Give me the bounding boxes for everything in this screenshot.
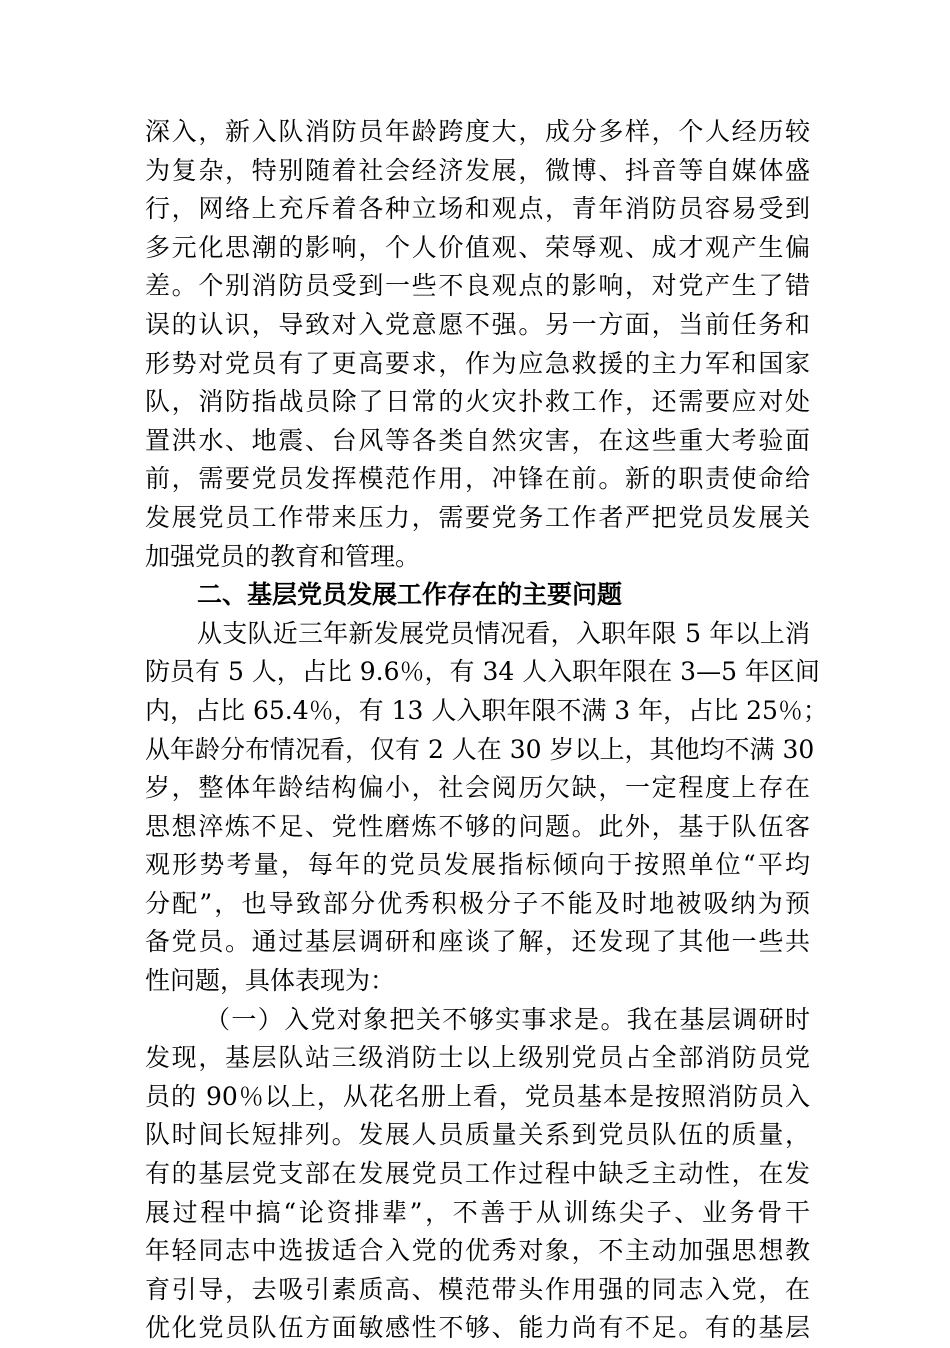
paragraph1-line: 队，消防指战员除了日常的火灾扑救工作，还需要应对处 <box>145 387 810 417</box>
paragraph2-line: 分配”，也导致部分优秀积极分子不能及时地被吸纳为预 <box>145 888 810 918</box>
paragraph3-line: 育引导，去吸引素质高、模范带头作用强的同志入党，在 <box>145 1274 810 1304</box>
paragraph2-line: 内，占比 65.4％，有 13 人入职年限不满 3 年，占比 25％； <box>145 695 828 725</box>
paragraph1-line: 行，网络上充斥着各种立场和观点，青年消防员容易受到 <box>145 194 810 224</box>
paragraph2-line: 思想淬炼不足、党性磨炼不够的问题。此外，基于队伍客 <box>145 811 810 841</box>
paragraph2-line: 从年龄分布情况看，仅有 2 人在 30 岁以上，其他均不满 30 <box>145 734 815 764</box>
paragraph2-line: 备党员。通过基层调研和座谈了解，还发现了其他一些共 <box>145 927 810 957</box>
paragraph3-line: 员的 90％以上，从花名册上看，党员基本是按照消防员入 <box>145 1081 810 1111</box>
paragraph3-line: 有的基层党支部在发展党员工作过程中缺乏主动性，在发 <box>145 1159 810 1189</box>
paragraph2-line: 岁，整体年龄结构偏小，社会阅历欠缺，一定程度上存在 <box>145 773 810 803</box>
paragraph3-line: 优化党员队伍方面敏感性不够、能力尚有不足。有的基层 <box>145 1313 810 1343</box>
paragraph1-line: 前，需要党员发挥模范作用，冲锋在前。新的职责使命给 <box>145 464 810 494</box>
paragraph3-line: 年轻同志中选拔适合入党的优秀对象，不主动加强思想教 <box>145 1236 810 1266</box>
paragraph2-line: 防员有 5 人，占比 9.6％，有 34 人入职年限在 3—5 年区间 <box>145 657 820 687</box>
paragraph3-line: 发现，基层队站三级消防士以上级别党员占全部消防员党 <box>145 1043 810 1073</box>
section-heading: 二、基层党员发展工作存在的主要问题 <box>197 580 623 610</box>
paragraph2-line: 从支队近三年新发展党员情况看，入职年限 5 年以上消 <box>197 618 810 648</box>
paragraph3-line: 展过程中搞“论资排辈”，不善于从训练尖子、业务骨干 <box>145 1197 810 1227</box>
paragraph1-line: 加强党员的教育和管理。 <box>145 541 421 571</box>
paragraph1-line: 形势对党员有了更高要求，作为应急救援的主力军和国家 <box>145 348 810 378</box>
paragraph3-line: 队时间长短排列。发展人员质量关系到党员队伍的质量， <box>145 1120 810 1150</box>
document-body <box>145 113 828 1348</box>
paragraph1-line: 深入，新入队消防员年龄跨度大，成分多样，个人经历较 <box>145 117 810 146</box>
paragraph1-line: 多元化思潮的影响，个人价值观、荣辱观、成才观产生偏 <box>145 232 810 262</box>
paragraph2-line: 性问题，具体表现为： <box>145 966 396 996</box>
paragraph2-line: 观形势考量，每年的党员发展指标倾向于按照单位“平均 <box>145 850 810 880</box>
paragraph1-line: 差。个别消防员受到一些不良观点的影响，对党产生了错 <box>145 271 810 301</box>
paragraph1-line: 置洪水、地震、台风等各类自然灾害，在这些重大考验面 <box>145 425 810 455</box>
paragraph1-line: 误的认识，导致对入党意愿不强。另一方面，当前任务和 <box>145 309 810 339</box>
paragraph1-line: 为复杂，特别随着社会经济发展，微博、抖音等自媒体盛 <box>145 155 810 185</box>
paragraph1-line: 发展党员工作带来压力，需要党务工作者严把党员发展关 <box>145 502 810 532</box>
paragraph3-line: （一）入党对象把关不够实事求是。我在基层调研时 <box>205 1004 810 1034</box>
